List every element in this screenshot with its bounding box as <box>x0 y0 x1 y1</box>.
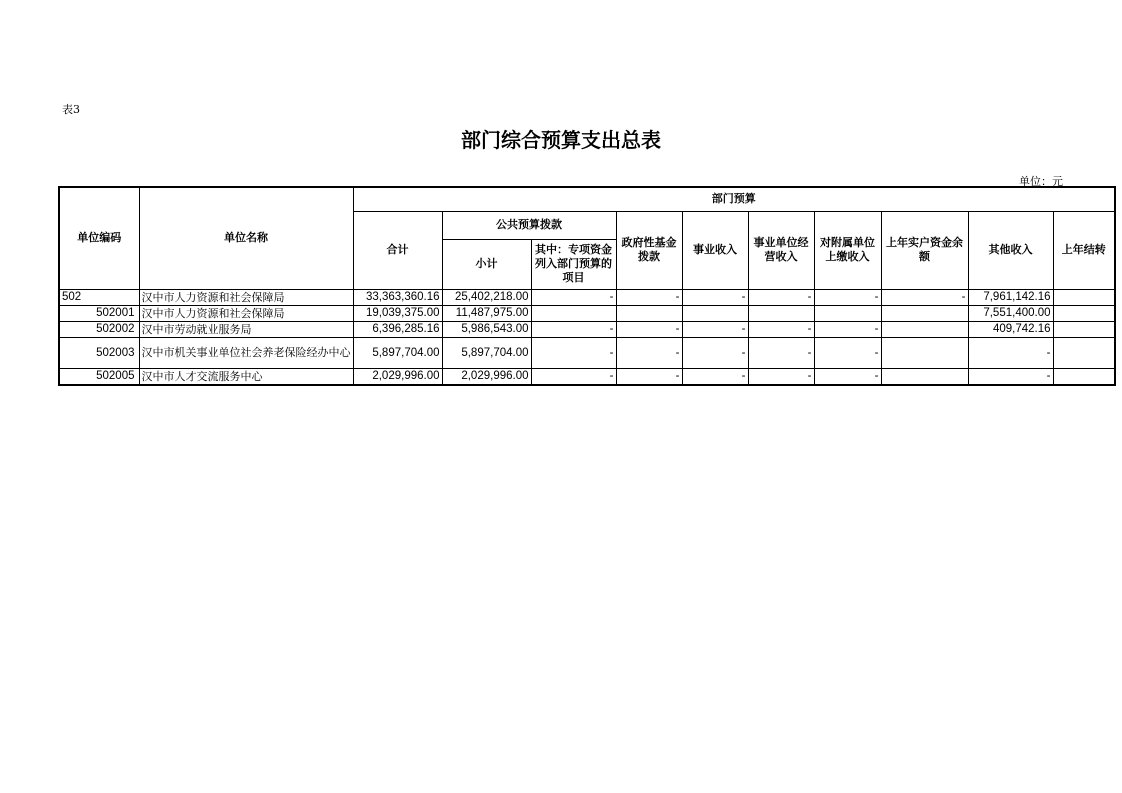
cell-special-items: - <box>531 368 616 385</box>
cell-code: 502001 <box>59 305 139 321</box>
header-special-items: 其中：专项资金列入部门预算的项目 <box>531 239 616 289</box>
table-row <box>59 368 1115 385</box>
cell-special-items: - <box>531 321 616 337</box>
cell-total: 5,897,704.00 <box>353 337 442 368</box>
header-business-income: 事业收入 <box>682 211 748 289</box>
header-public-budget: 公共预算拨款 <box>442 211 616 239</box>
header-dept-budget: 部门预算 <box>353 187 1115 211</box>
cell-gov-fund <box>616 305 682 321</box>
cell-operating-income: - <box>748 289 814 305</box>
header-total: 合计 <box>353 211 442 289</box>
budget-expenditure-table <box>58 186 1116 386</box>
cell-carryover-account: - <box>881 289 968 305</box>
cell-name: 汉中市劳动就业服务局 <box>139 321 353 337</box>
cell-subtotal: 25,402,218.00 <box>442 289 531 305</box>
cell-operating-income: - <box>748 321 814 337</box>
cell-other-income: - <box>968 337 1053 368</box>
header-carryover-account: 上年实户资金余额 <box>881 211 968 289</box>
header-subordinate-income: 对附属单位上缴收入 <box>814 211 881 289</box>
table-row <box>59 289 1115 305</box>
cell-total: 33,363,360.16 <box>353 289 442 305</box>
cell-gov-fund: - <box>616 289 682 305</box>
table-number-label: 表3 <box>62 103 80 116</box>
cell-business-income: - <box>682 321 748 337</box>
cell-subordinate-income: - <box>814 289 881 305</box>
cell-special-items: - <box>531 289 616 305</box>
cell-carryover-account <box>881 321 968 337</box>
cell-special-items: - <box>531 337 616 368</box>
cell-subtotal: 5,986,543.00 <box>442 321 531 337</box>
cell-total: 2,029,996.00 <box>353 368 442 385</box>
cell-gov-fund: - <box>616 337 682 368</box>
cell-business-income: - <box>682 337 748 368</box>
header-gov-fund: 政府性基金拨款 <box>616 211 682 289</box>
cell-prior-year-balance <box>1053 368 1115 385</box>
table-row <box>59 337 1115 368</box>
cell-subordinate-income <box>814 305 881 321</box>
header-subtotal: 小计 <box>442 239 531 289</box>
cell-code: 502002 <box>59 321 139 337</box>
cell-other-income: - <box>968 368 1053 385</box>
cell-name: 汉中市人力资源和社会保障局 <box>139 305 353 321</box>
cell-operating-income: - <box>748 337 814 368</box>
cell-other-income: 7,551,400.00 <box>968 305 1053 321</box>
header-unit-code: 单位编码 <box>59 187 139 289</box>
cell-subtotal: 11,487,975.00 <box>442 305 531 321</box>
cell-gov-fund: - <box>616 321 682 337</box>
table-row <box>59 321 1115 337</box>
cell-code: 502005 <box>59 368 139 385</box>
cell-code: 502003 <box>59 337 139 368</box>
cell-operating-income <box>748 305 814 321</box>
page-title: 部门综合预算支出总表 <box>461 128 661 152</box>
cell-name: 汉中市人力资源和社会保障局 <box>139 289 353 305</box>
cell-carryover-account <box>881 305 968 321</box>
cell-other-income: 409,742.16 <box>968 321 1053 337</box>
cell-subtotal: 2,029,996.00 <box>442 368 531 385</box>
cell-operating-income: - <box>748 368 814 385</box>
cell-business-income: - <box>682 289 748 305</box>
cell-prior-year-balance <box>1053 321 1115 337</box>
cell-carryover-account <box>881 368 968 385</box>
unit-label: 单位：元 <box>1019 175 1063 188</box>
cell-subtotal: 5,897,704.00 <box>442 337 531 368</box>
cell-total: 6,396,285.16 <box>353 321 442 337</box>
cell-code: 502 <box>59 289 139 305</box>
cell-name: 汉中市机关事业单位社会养老保险经办中心 <box>139 337 353 368</box>
header-operating-income: 事业单位经营收入 <box>748 211 814 289</box>
cell-subordinate-income: - <box>814 337 881 368</box>
cell-business-income <box>682 305 748 321</box>
cell-other-income: 7,961,142.16 <box>968 289 1053 305</box>
cell-business-income: - <box>682 368 748 385</box>
header-prior-year-balance: 上年结转 <box>1053 211 1115 289</box>
cell-carryover-account <box>881 337 968 368</box>
cell-prior-year-balance <box>1053 289 1115 305</box>
cell-total: 19,039,375.00 <box>353 305 442 321</box>
cell-prior-year-balance <box>1053 337 1115 368</box>
header-other-income: 其他收入 <box>968 211 1053 289</box>
table-row <box>59 305 1115 321</box>
header-unit-name: 单位名称 <box>139 187 353 289</box>
cell-subordinate-income: - <box>814 321 881 337</box>
cell-name: 汉中市人才交流服务中心 <box>139 368 353 385</box>
cell-prior-year-balance <box>1053 305 1115 321</box>
cell-special-items <box>531 305 616 321</box>
cell-subordinate-income: - <box>814 368 881 385</box>
cell-gov-fund: - <box>616 368 682 385</box>
